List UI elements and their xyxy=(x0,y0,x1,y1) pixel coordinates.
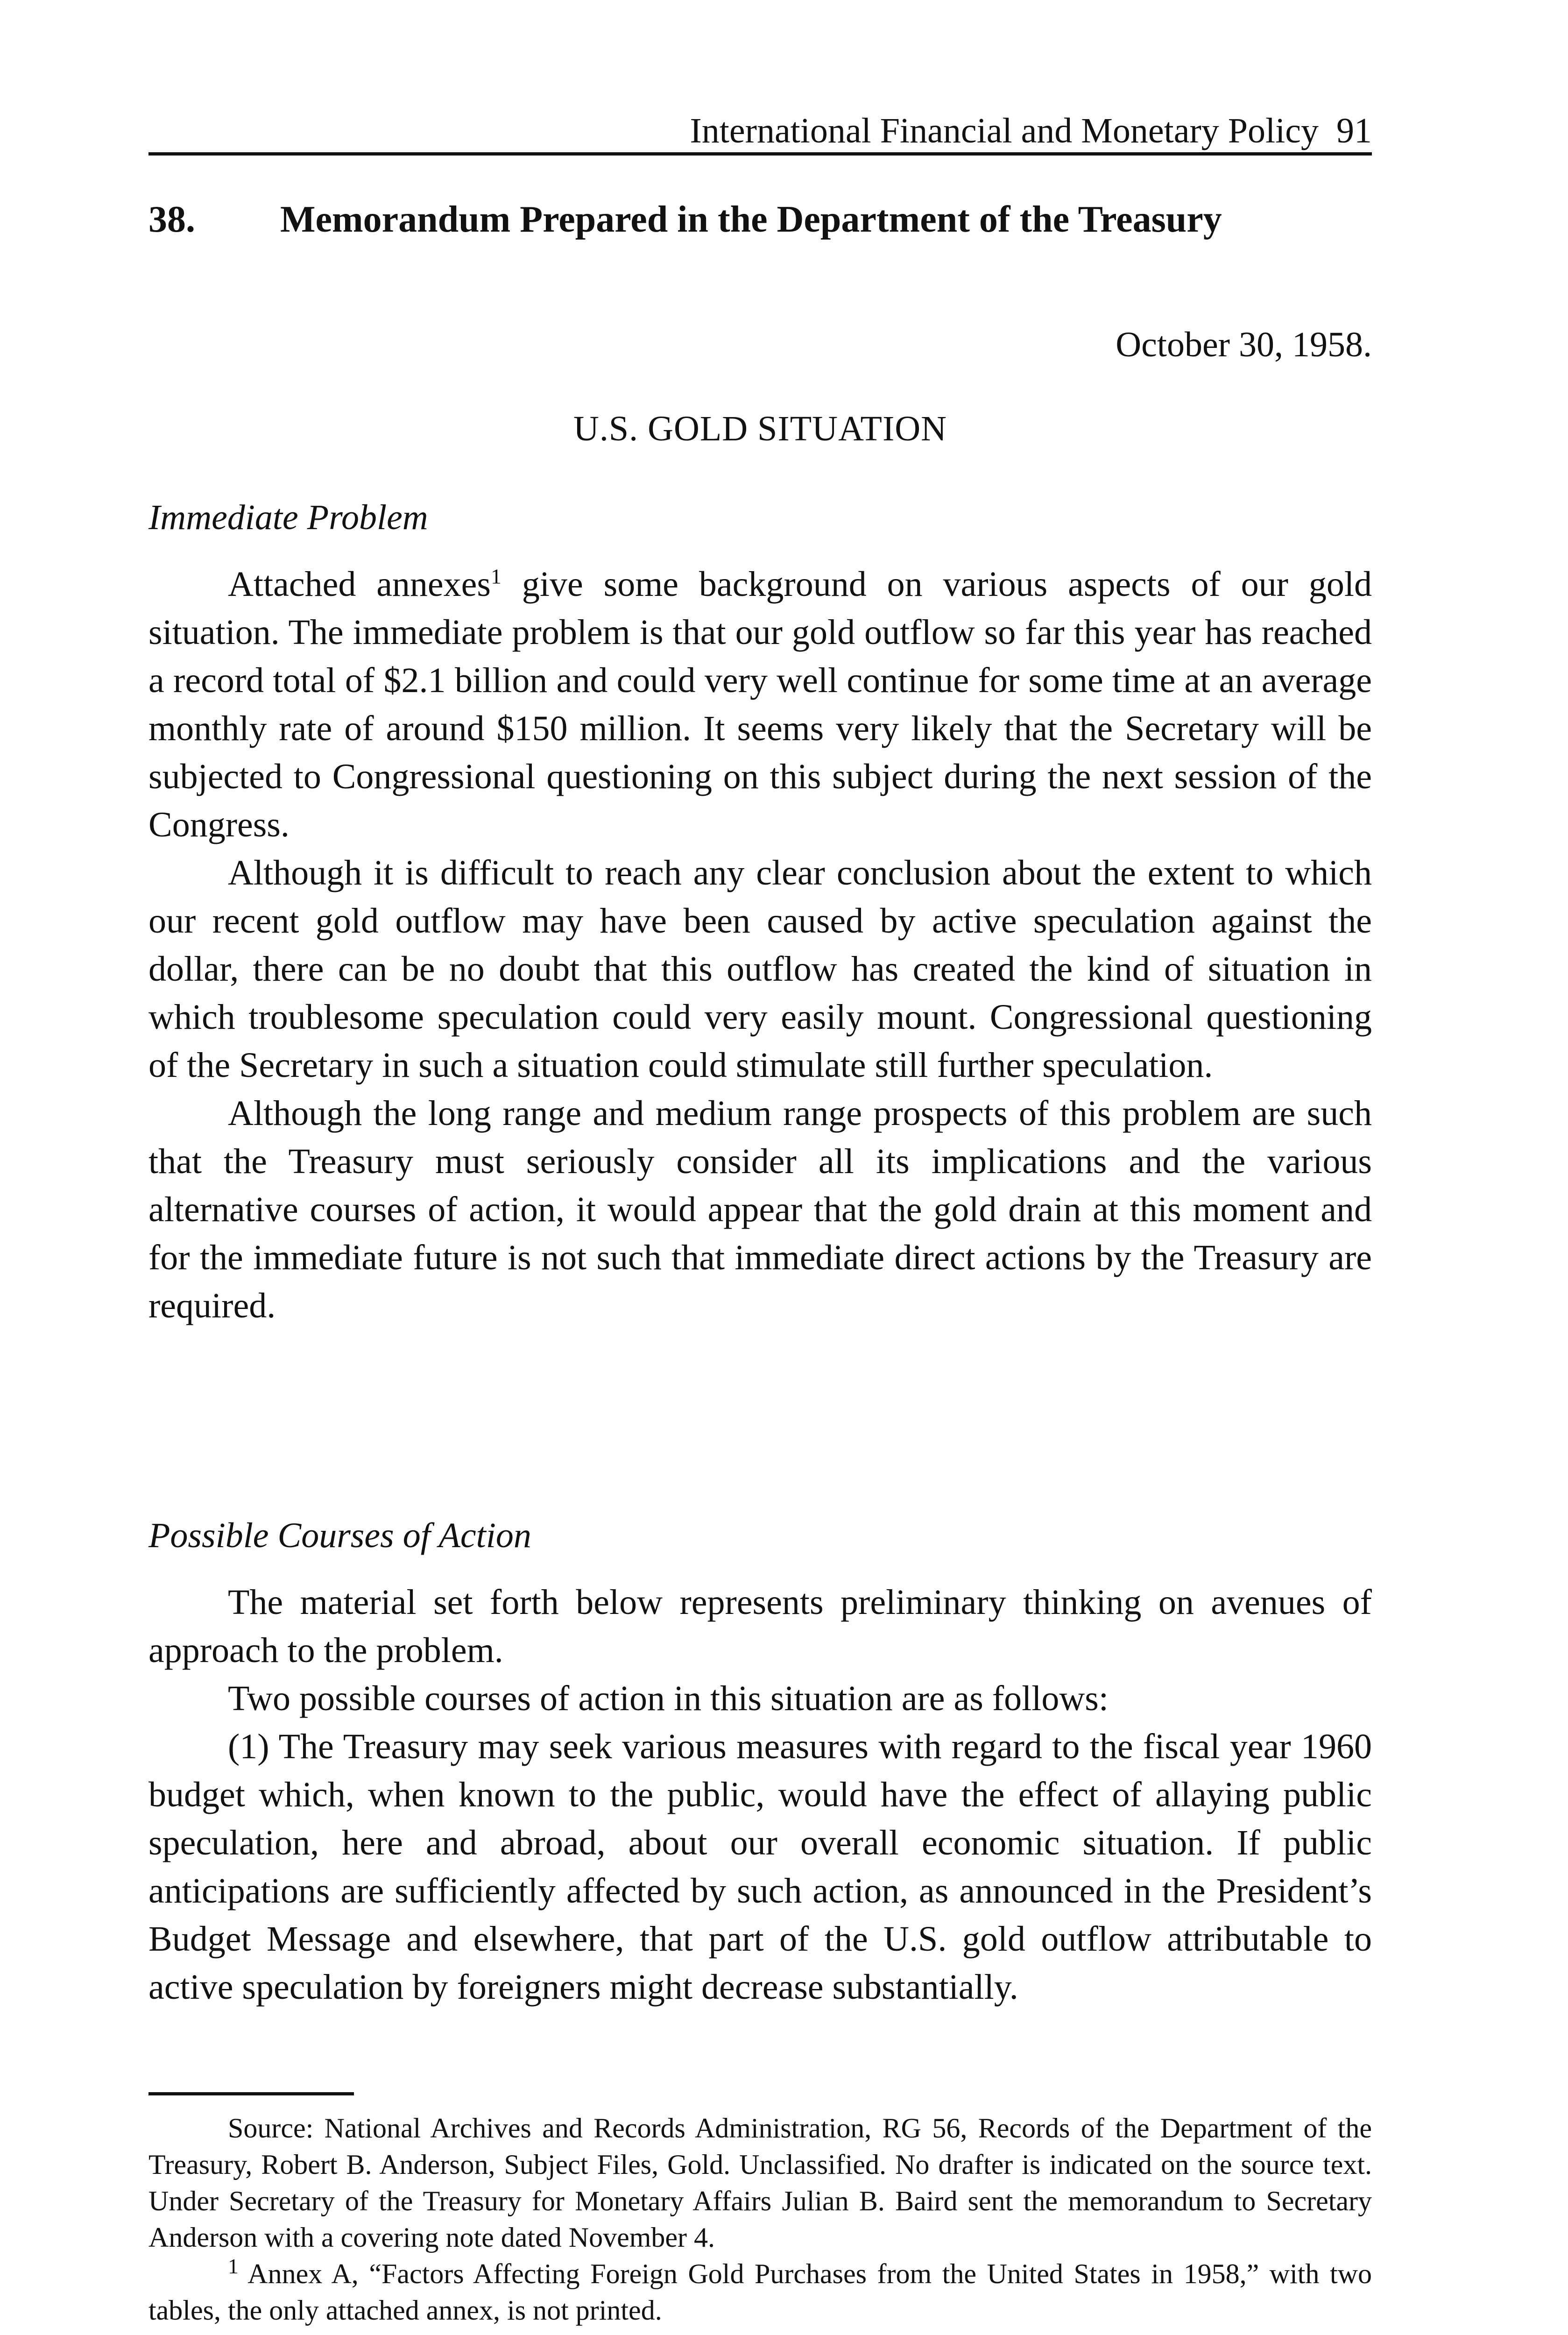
section-heading-immediate-problem: Immediate Problem xyxy=(148,498,428,537)
paragraph xyxy=(148,560,1372,849)
immediate-problem-body xyxy=(148,560,1372,1330)
running-header xyxy=(148,97,1372,156)
section-heading-possible-courses: Possible Courses of Action xyxy=(148,1516,531,1555)
page-number: 91 xyxy=(1336,111,1372,150)
document-number: 38. xyxy=(148,199,195,240)
running-title: International Financial and Monetary Policy xyxy=(690,111,1319,150)
paragraph-text: give some background on various aspects of our gold situation. The immediate problem is that our gold outflow so far this year has reached a record total of $2.1 billion and could very well continue for some time at an average monthly rate of around $150 million. It seems very likely that the Secretary will be subjected to Congressional questioning on this subject during the next session of the Congress. xyxy=(148,565,1372,844)
footnote-divider xyxy=(148,2092,354,2095)
possible-courses-body xyxy=(148,1578,1372,2011)
document-title: Memorandum Prepared in the Department of the Treasury xyxy=(280,199,1222,240)
footnote-1 xyxy=(148,2256,1372,2328)
paragraph: The material set forth below represents preliminary thinking on avenues of approach to the problem. xyxy=(148,1583,1372,1670)
paragraph: Two possible courses of action in this situation are as follows: xyxy=(228,1679,1109,1718)
source-note: Source: National Archives and Records Administration, RG 56, Records of the Department of the Treasury, Robert B. Anderson, Subject Files, Gold. Unclassified. No drafter is indicated on the source text. Under Secretary of the Treasury for Monetary Affairs Julian B. Baird sent the memorandum to Secretary Anderson with a covering note dated November 4. xyxy=(148,2113,1372,2253)
running-header-text xyxy=(690,113,1372,149)
footnote-reference: 1 xyxy=(490,564,501,588)
footnote-text: Annex A, “Factors Affecting Foreign Gold Purchases from the United States in 1958,” with two tables, the only attached annex, is not printed. xyxy=(148,2258,1372,2326)
paragraph: Although it is difficult to reach any clear conclusion about the extent to which our recent gold outflow may have been caused by active speculation against the dollar, there can be no doubt that this outflow has created the kind of situation in which troublesome speculation could very easily mount. Congressional questioning of the Secretary in such a situation could stimulate still further speculation. xyxy=(148,853,1372,1085)
subject-title: U.S. GOLD SITUATION xyxy=(573,409,947,448)
paragraph-text: Attached annexes xyxy=(228,565,491,604)
paragraph: Although the long range and medium range prospects of this problem are such that the Treasury must seriously consider all its implications and the various alternative courses of action, it would appear that the gold drain at this moment and for the immediate future is not such that immediate direct actions by the Treasury are required. xyxy=(148,1094,1372,1325)
footnote-number: 1 xyxy=(228,2254,239,2278)
document-date: October 30, 1958. xyxy=(1116,325,1372,364)
paragraph: (1) The Treasury may seek various measures with regard to the fiscal year 1960 budget which, when known to the public, would have the effect of allaying public speculation, here and abroad, about our overall economic situation. If public anticipations are sufficiently affected by such action, as announced in the President’s Budget Message and elsewhere, that part of the U.S. gold outflow attributable to active speculation by foreigners might decrease substantially. xyxy=(148,1727,1372,2007)
footnotes xyxy=(148,2110,1372,2328)
